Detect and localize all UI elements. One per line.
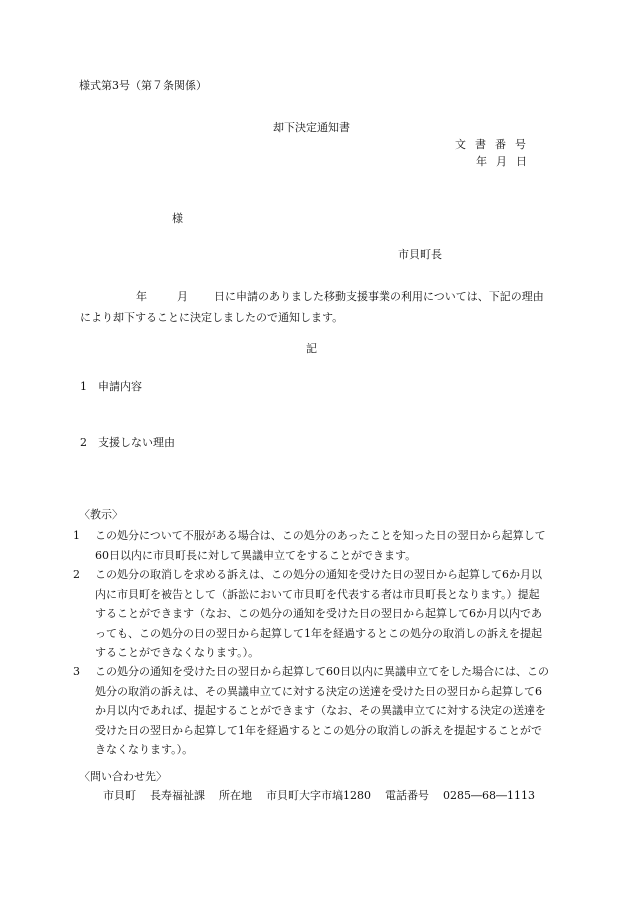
item-number: 1 xyxy=(80,380,87,393)
notice-item xyxy=(73,662,550,760)
notice-item xyxy=(73,565,550,663)
contact-address: 市貝町大字市塙1280 xyxy=(266,789,371,802)
notice-number: 1 xyxy=(73,529,80,542)
item-number: 2 xyxy=(80,436,87,449)
contact-phone: 0285―68―1113 xyxy=(443,789,535,802)
contact-heading: 〈問い合わせ先〉 xyxy=(79,770,167,783)
contact-info xyxy=(103,789,535,802)
notice-text: この処分の通知を受けた日の翌日から起算して60日以内に異議申立てをした場合には、この処分の取消の訴えは、その異議申立てに対する決定の送達を受けた日の翌日から起算して6か月以内であれば、提起することができます（なお、その異議申立てに対する決定の送達を受けた日の翌日から起算して1年を経過するとこの処分の取消しの訴えを提起することができなくなります。）。 xyxy=(95,665,549,756)
contact-address-label: 所在地 xyxy=(219,789,252,802)
notice-number: 3 xyxy=(73,665,80,678)
item-reason xyxy=(80,436,175,449)
sender-name: 市貝町長 xyxy=(398,248,442,261)
document-number-label: 文書番号 xyxy=(455,138,535,151)
item-application-content xyxy=(80,380,142,393)
body-month: 月 xyxy=(177,290,188,303)
body-paragraph xyxy=(80,286,550,328)
ki-label: 記 xyxy=(306,342,317,355)
document-title: 却下決定通知書 xyxy=(273,121,350,134)
body-text: 日に申請のありました移動支援事業の利用については、下記の理由により却下することに決定しましたので通知します。 xyxy=(80,290,544,324)
contact-department: 長寿福祉課 xyxy=(150,789,205,802)
notice-number: 2 xyxy=(73,568,80,581)
contact-town: 市貝町 xyxy=(103,789,136,802)
notice-text: この処分の取消しを求める訴えは、この処分の通知を受けた日の翌日から起算して6か月以内に市貝町を被告として（訴訟において市貝町を代表する者は市貝町長となります。）提起することができます（なお、この処分の通知を受けた日の翌日から起算して6か月以内であっても、この処分の日の翌日から起算して1年を経過するとこの処分の取消しの訴えを提起することができなくなります。）。 xyxy=(95,568,542,659)
notice-text: この処分について不服がある場合は、この処分のあったことを知った日の翌日から起算して60日以内に市貝町長に対して異議申立てをすることができます。 xyxy=(95,529,546,562)
item-label: 支援しない理由 xyxy=(98,436,175,449)
date-label: 年月日 xyxy=(476,155,536,168)
contact-phone-label: 電話番号 xyxy=(385,789,429,802)
form-number: 様式第3号（第７条関係） xyxy=(79,79,207,92)
item-label: 申請内容 xyxy=(98,380,142,393)
notice-item xyxy=(73,526,550,565)
body-year: 年 xyxy=(136,290,147,303)
recipient-honorific: 様 xyxy=(172,212,183,225)
notice-heading: 〈教示〉 xyxy=(79,508,123,521)
